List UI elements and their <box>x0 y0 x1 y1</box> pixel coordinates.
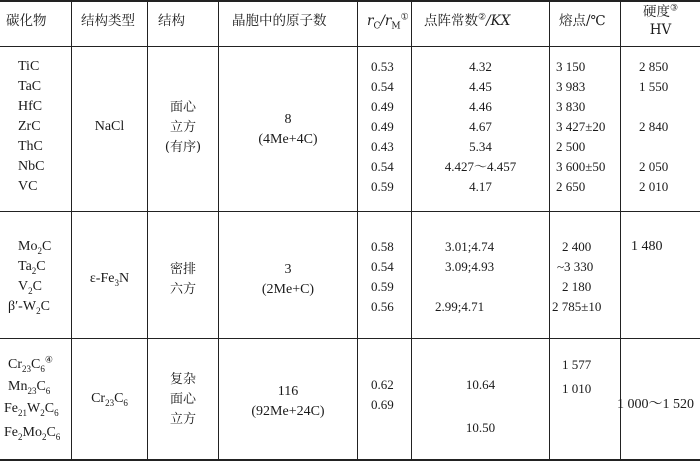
lattice-constant-value: 10.50 <box>465 420 496 435</box>
header-bottom-rule <box>0 46 700 47</box>
radius-ratio-value: 0.49 <box>371 119 394 134</box>
lattice-constant-value: 4.46 <box>469 99 492 114</box>
radius-ratio-value: 0.56 <box>371 299 394 314</box>
radius-ratio-value: 0.59 <box>371 279 394 294</box>
carbide-name: ThC <box>18 139 43 154</box>
radius-ratio-value: 0.59 <box>371 179 394 194</box>
radius-ratio-value: 0.54 <box>371 259 394 274</box>
melting-point-value: 2 650 <box>556 179 586 194</box>
melting-point-value: ~3 330 <box>557 259 594 274</box>
group1-bottom-rule <box>0 211 700 212</box>
radius-ratio-value: 0.53 <box>371 59 394 74</box>
melting-point-value: 3 150 <box>556 59 586 74</box>
column-divider <box>357 0 358 461</box>
carbide-name: $Mo_2C$ <box>18 239 52 256</box>
header-radius-ratio: $r_C/r_M^①$ <box>367 12 409 32</box>
radius-ratio-value: 0.49 <box>371 99 394 114</box>
melting-point-value: 3 830 <box>556 99 586 114</box>
melting-point-value: 1 010 <box>562 381 592 396</box>
atoms-per-cell: 8 (4Me+4C) <box>258 112 318 147</box>
radius-ratio-value: 0.58 <box>371 239 394 254</box>
column-divider <box>620 0 621 461</box>
radius-ratio-value: 0.62 <box>371 377 394 392</box>
atoms-per-cell: 116 (92Me+24C) <box>251 384 325 419</box>
structure-description: 复杂 面心 立方 <box>169 372 196 427</box>
table-top-rule <box>0 0 700 2</box>
hardness-value: 2 840 <box>639 119 669 134</box>
structure-type: $Cr_{23}C_6$ <box>91 391 128 408</box>
header-atoms-per-cell: 晶胞中的原子数 <box>232 13 327 29</box>
hardness-value: 1 480 <box>631 239 663 254</box>
carbide-name: NbC <box>18 159 45 174</box>
melting-point-value: 3 983 <box>556 79 586 94</box>
lattice-constant-value: 4.32 <box>469 59 492 74</box>
carbide-name: $Mn_{23}C_6$ <box>8 379 51 396</box>
carbide-name: $Ta_2C$ <box>18 259 46 276</box>
atoms-per-cell: 3 (2Me+C) <box>261 262 315 297</box>
header-melting-point: 熔点/℃ <box>559 13 606 29</box>
lattice-constant-value: 3.01;4.74 <box>445 239 495 254</box>
radius-ratio-value: 0.43 <box>371 139 394 154</box>
hardness-value: 2 850 <box>639 59 669 74</box>
radius-ratio-value: 0.54 <box>371 159 394 174</box>
melting-point-value: 1 577 <box>562 357 592 372</box>
lattice-constant-value: 4.45 <box>469 79 492 94</box>
melting-point-value: 2 180 <box>562 279 592 294</box>
melting-point-value: 3 600±50 <box>556 159 606 174</box>
carbide-name: HfC <box>18 99 43 114</box>
carbide-name: VC <box>18 179 38 194</box>
lattice-constant-value: 3.09;4.93 <box>445 259 495 274</box>
lattice-constant-value: 2.99;4.71 <box>435 299 485 314</box>
lattice-constant-value: 5.34 <box>469 139 492 154</box>
carbide-name: $\beta'-W_2C$ <box>8 299 50 316</box>
header-hardness: 硬度③ HV <box>642 3 679 38</box>
lattice-constant-value: 4.17 <box>469 179 492 194</box>
carbide-name: $Fe_2Mo_2C_6$ <box>4 425 61 442</box>
header-lattice-constant: 点阵常数②/KX <box>424 12 511 29</box>
melting-point-value: 2 785±10 <box>552 299 602 314</box>
lattice-constant-value: 10.64 <box>465 377 496 392</box>
header-structure-type: 结构类型 <box>81 13 135 29</box>
hardness-value: 1 550 <box>639 79 669 94</box>
structure-type: $\varepsilon-Fe_3N$ <box>89 271 130 288</box>
header-carbide: 碳化物 <box>6 13 47 29</box>
carbide-name: TiC <box>18 59 40 74</box>
carbide-name: $V_2C$ <box>18 279 42 296</box>
lattice-constant-value: 4.427～4.457 <box>444 159 517 174</box>
carbide-name: $Fe_{21}W_2C_6$ <box>4 401 59 418</box>
carbide-name: ZrC <box>18 119 41 134</box>
melting-point-value: 2 400 <box>562 239 592 254</box>
radius-ratio-value: 0.54 <box>371 79 394 94</box>
radius-ratio-value: 0.69 <box>371 397 394 412</box>
melting-point-value: 3 427±20 <box>556 119 606 134</box>
header-structure: 结构 <box>158 13 185 29</box>
melting-point-value: 2 500 <box>556 139 586 154</box>
lattice-constant-value: 4.67 <box>469 119 492 134</box>
carbide-name: TaC <box>18 79 42 94</box>
hardness-value: 2 010 <box>639 179 669 194</box>
structure-type: NaCl <box>94 119 125 134</box>
hardness-value: 2 050 <box>639 159 669 174</box>
group2-bottom-rule <box>0 338 700 339</box>
carbide-name: $Cr_{23}C_6^④$ <box>8 354 53 374</box>
hardness-value: 1 000～1 520 <box>617 397 694 412</box>
column-divider <box>549 0 550 461</box>
structure-description: 面心 立方 (有序) <box>164 100 202 155</box>
structure-description: 密排 六方 <box>169 262 196 297</box>
